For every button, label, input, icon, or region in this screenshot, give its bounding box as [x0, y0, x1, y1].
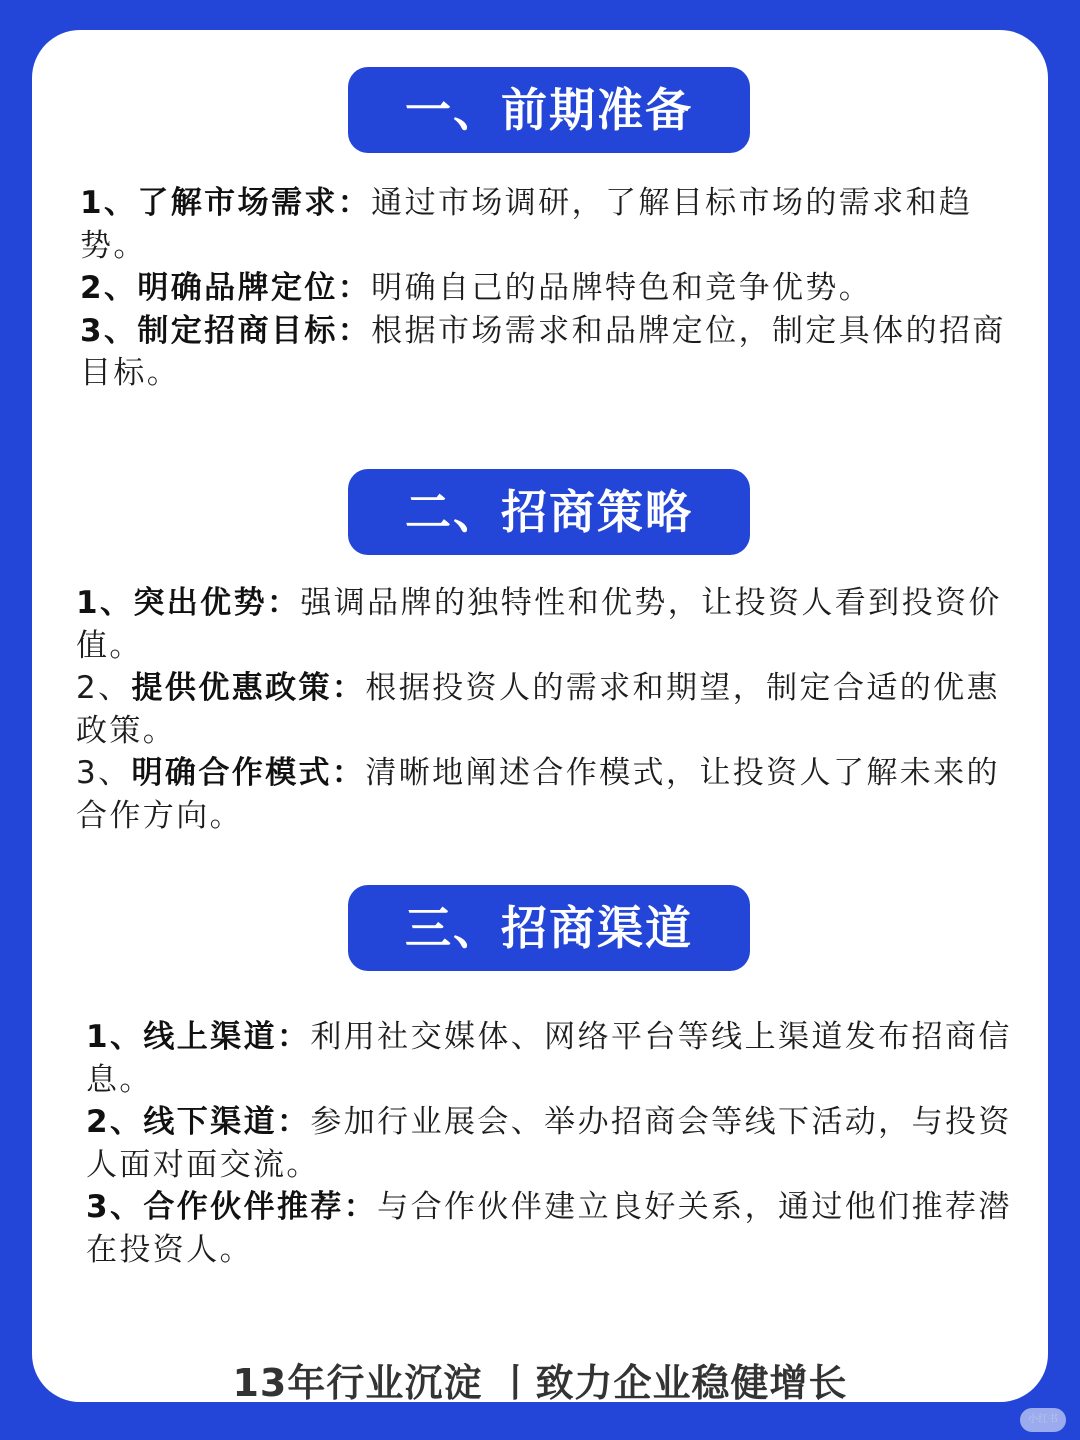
list-item [76, 752, 1006, 837]
section-1-body [80, 182, 1010, 395]
item-key: 1、了解市场需求： [80, 185, 372, 221]
list-item [80, 267, 1010, 310]
item-key: 3、合作伙伴推荐： [86, 1189, 378, 1225]
list-item [76, 582, 1006, 667]
item-text: 根据市场需求和品牌定位，制定具体的招商目标。 [80, 312, 1006, 391]
item-key: 2、明确品牌定位： [80, 270, 372, 306]
item-key: 1、突出优势： [76, 585, 301, 621]
watermark-logo: 小红书 [1020, 1408, 1066, 1432]
item-key: 1、线上渠道： [86, 1019, 311, 1055]
item-text: 根据投资人的需求和期望，制定合适的优惠政策。 [76, 670, 1000, 749]
item-key: 3、制定招商目标： [80, 312, 372, 349]
item-text: 利用社交媒体、网络平台等线上渠道发布招商信息。 [86, 1019, 1012, 1098]
item-text: 参加行业展会、举办招商会等线下活动，与投资人面对面交流。 [86, 1104, 1012, 1183]
item-text: 明确自己的品牌特色和竞争优势。 [371, 270, 873, 306]
list-item [80, 182, 1010, 267]
list-item [86, 1186, 1016, 1271]
list-item [76, 667, 1006, 752]
section-3-body [86, 1016, 1016, 1271]
item-number: 2、 [76, 670, 132, 706]
item-text: 与合作伙伴建立良好关系，通过他们推荐潜在投资人。 [86, 1189, 1012, 1268]
item-text: 清晰地阐述合作模式，让投资人了解未来的合作方向。 [76, 755, 1000, 834]
content-card [32, 30, 1048, 1405]
item-key: 2、线下渠道： [86, 1104, 311, 1140]
list-item [86, 1101, 1016, 1186]
list-item [80, 310, 1010, 395]
section-3-title: 三、招商渠道 [348, 885, 750, 971]
item-text: 通过市场调研，了解目标市场的需求和趋势。 [80, 185, 973, 264]
section-1-title: 一、前期准备 [348, 67, 750, 153]
list-item [86, 1016, 1016, 1101]
section-2-title: 二、招商策略 [348, 469, 750, 555]
item-number: 3、 [76, 755, 132, 791]
item-key: 提供优惠政策： [131, 670, 366, 706]
item-key: 明确合作模式： [131, 755, 366, 791]
section-2-body [76, 582, 1006, 837]
footer-slogan: 13年行业沉淀 丨致力企业稳健增长 [232, 1361, 848, 1405]
item-text: 强调品牌的独特性和优势，让投资人看到投资价值。 [76, 585, 1002, 664]
